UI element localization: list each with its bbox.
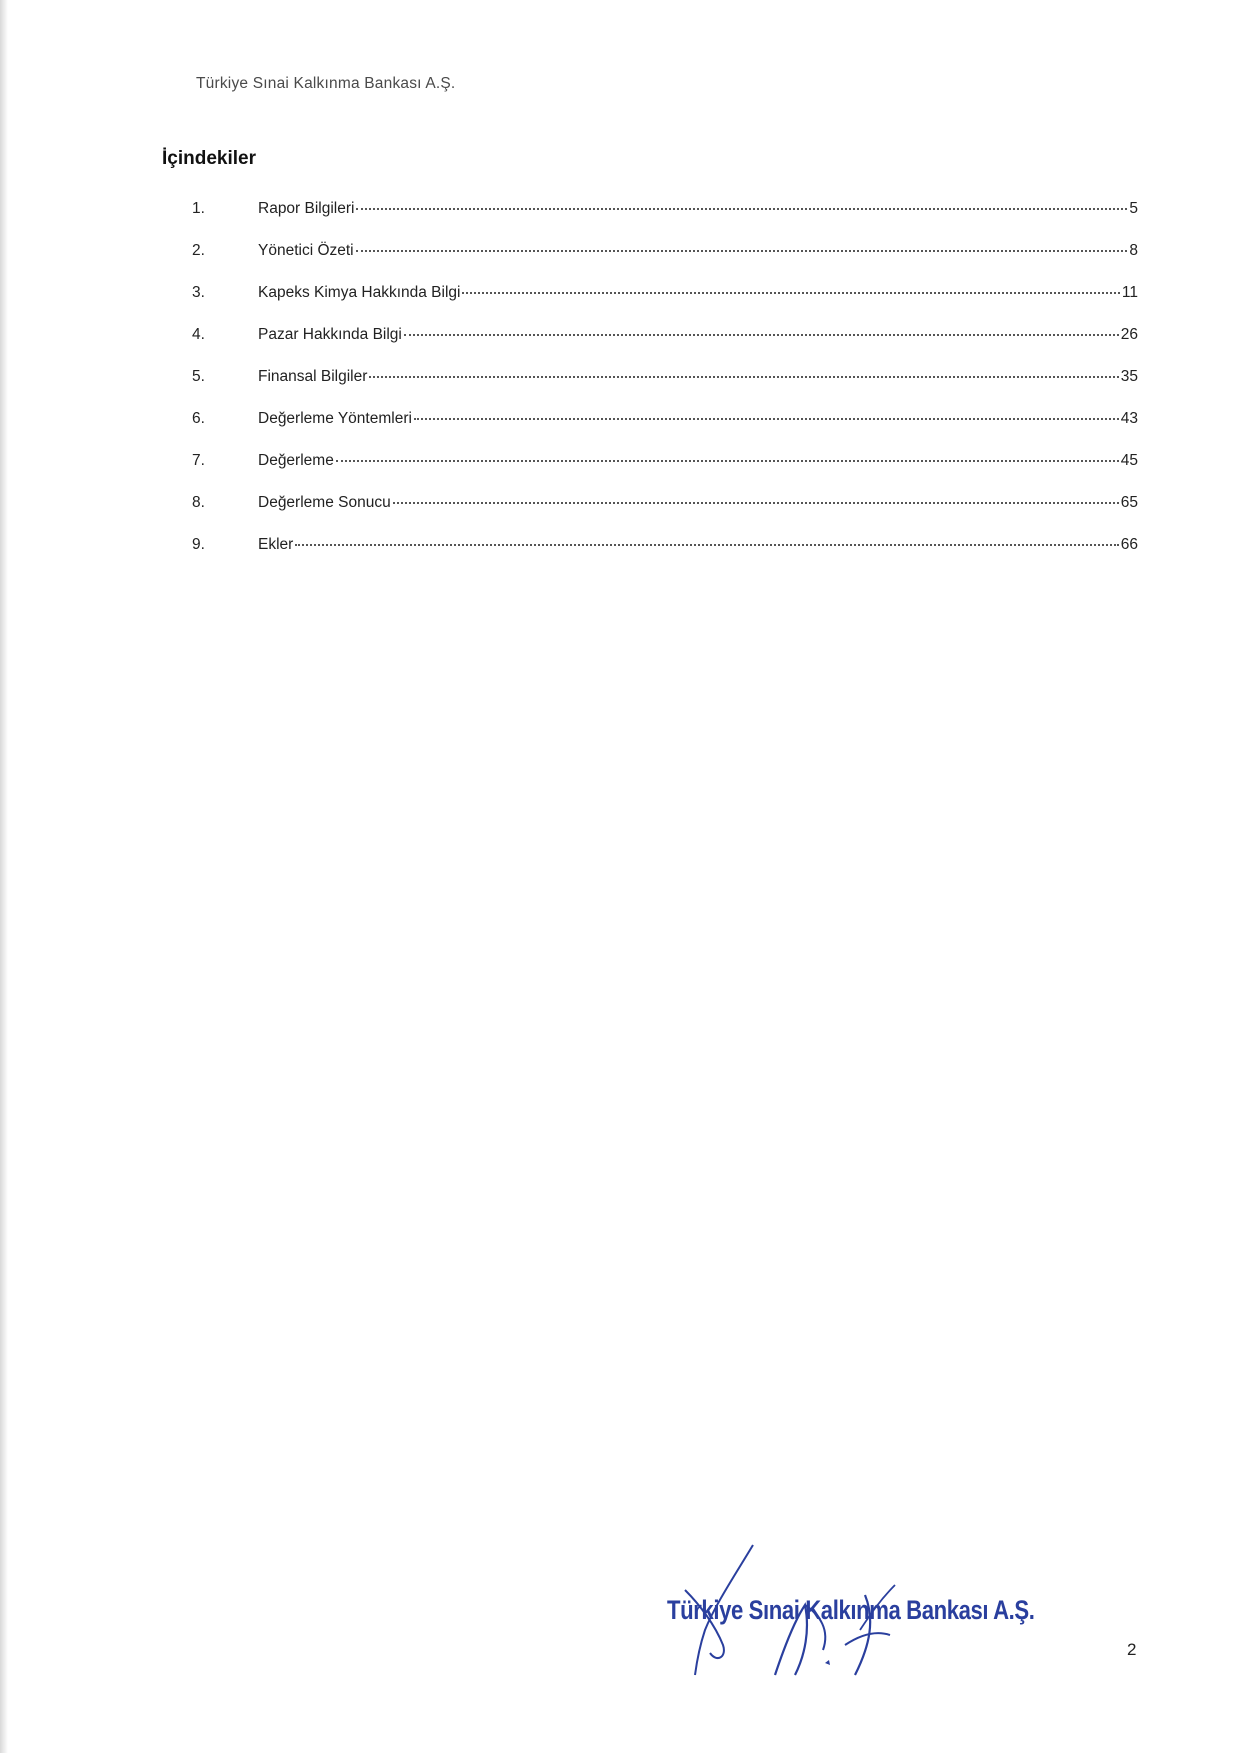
toc-entry[interactable]: [192, 200, 1138, 242]
toc-entry-label: Rapor Bilgileri: [258, 200, 355, 217]
toc-entry[interactable]: [192, 410, 1138, 452]
dot-leader: [462, 292, 1119, 294]
toc-entry-number: 3.: [192, 284, 205, 301]
toc-entry[interactable]: [192, 494, 1138, 536]
toc-entry-number: 6.: [192, 410, 205, 427]
table-of-contents: [192, 200, 1138, 578]
page-number: 2: [1127, 1640, 1137, 1659]
toc-entry-number: 7.: [192, 452, 205, 469]
dot-leader: [393, 502, 1119, 504]
toc-entry-label: Kapeks Kimya Hakkında Bilgi: [258, 284, 461, 301]
toc-entry-label: Ekler: [258, 536, 294, 553]
toc-entry-number: 2.: [192, 242, 205, 259]
toc-entry-label: Değerleme Sonucu: [258, 494, 391, 511]
toc-entry-label: Finansal Bilgiler: [258, 368, 368, 385]
toc-entry[interactable]: [192, 452, 1138, 494]
toc-entry-page: 5: [1129, 200, 1138, 217]
dot-leader: [356, 250, 1128, 252]
toc-entry-label: Değerleme: [258, 452, 334, 469]
dot-leader: [404, 334, 1119, 336]
toc-entry-page: 66: [1120, 536, 1138, 553]
toc-entry[interactable]: [192, 536, 1138, 578]
toc-entry-page: 43: [1120, 410, 1138, 427]
toc-entry-label: Pazar Hakkında Bilgi: [258, 326, 402, 343]
dot-leader: [356, 208, 1127, 210]
toc-entry-number: 5.: [192, 368, 205, 385]
toc-title: İçindekiler: [162, 148, 256, 169]
company-stamp-signature: [655, 1535, 1035, 1685]
dot-leader: [295, 544, 1118, 546]
company-header: Türkiye Sınai Kalkınma Bankası A.Ş.: [196, 75, 456, 92]
toc-entry-page: 11: [1121, 284, 1138, 301]
toc-entry[interactable]: [192, 242, 1138, 284]
dot-leader: [414, 418, 1119, 420]
scan-edge-shadow: [0, 0, 8, 1753]
stamp-text: Türkiye Sınai Kalkınma Bankası A.Ş.: [667, 1595, 1035, 1625]
toc-entry-page: 45: [1120, 452, 1138, 469]
signature-icon: [655, 1535, 975, 1685]
toc-entry-label: Değerleme Yöntemleri: [258, 410, 412, 427]
toc-entry-number: 8.: [192, 494, 205, 511]
toc-entry-number: 9.: [192, 536, 205, 553]
toc-entry-page: 8: [1129, 242, 1138, 259]
toc-entry-number: 1.: [192, 200, 205, 217]
toc-entry-page: 35: [1120, 368, 1138, 385]
toc-entry[interactable]: [192, 326, 1138, 368]
toc-entry-number: 4.: [192, 326, 205, 343]
toc-entry[interactable]: [192, 284, 1138, 326]
dot-leader: [336, 460, 1119, 462]
toc-entry[interactable]: [192, 368, 1138, 410]
toc-entry-page: 65: [1120, 494, 1138, 511]
dot-leader: [369, 376, 1118, 378]
toc-entry-label: Yönetici Özeti: [258, 242, 354, 259]
toc-entry-page: 26: [1120, 326, 1138, 343]
